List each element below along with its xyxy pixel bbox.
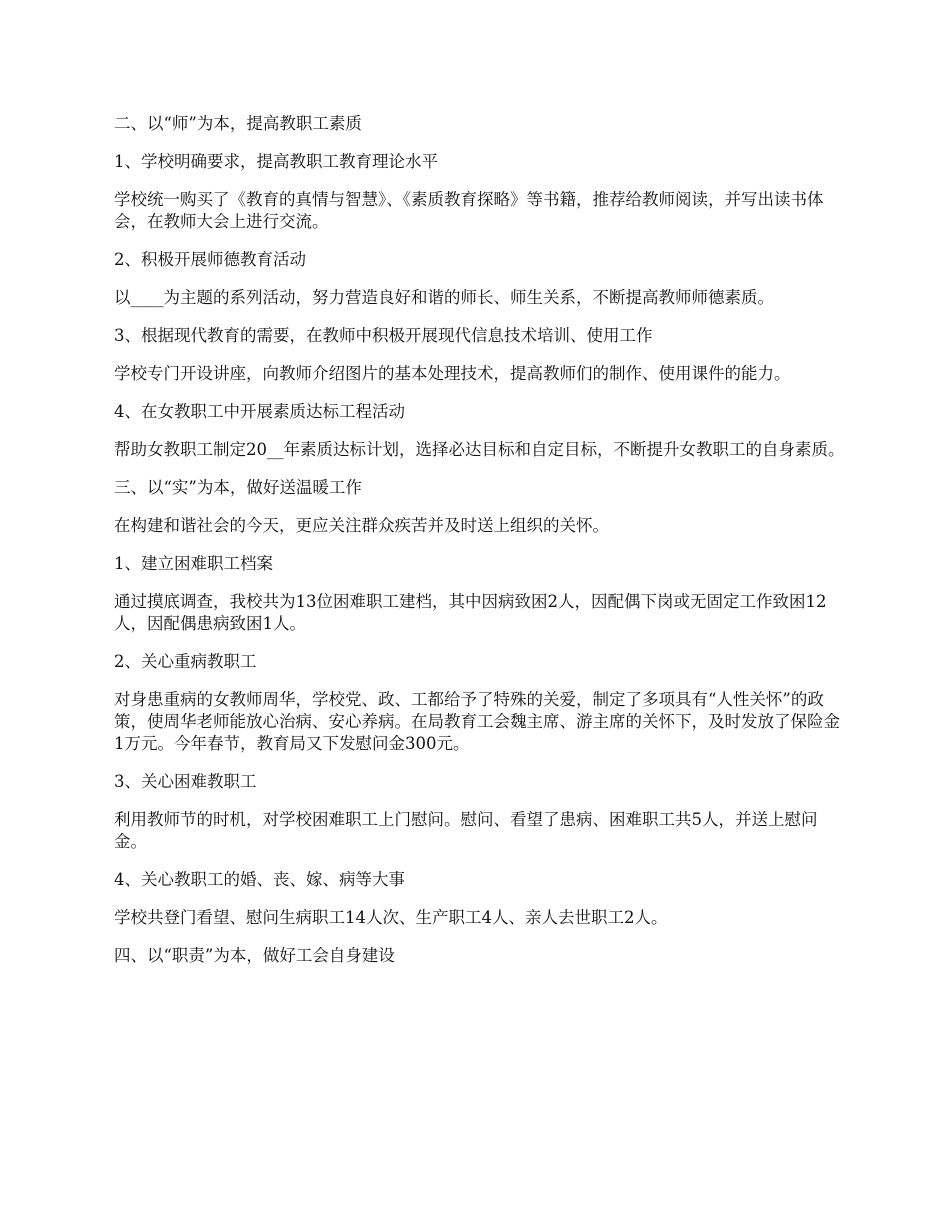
body-paragraph: 利用教师节的时机，对学校困难职工上门慰问。慰问、看望了患病、困难职工共5人，并送上慰问金。 (114, 810, 818, 851)
body-paragraph: 学校统一购买了《教育的真情与智慧》、《素质教育探略》等书籍，推荐给教师阅读，并写出读书体会，在教师大会上进行交流。 (114, 190, 824, 231)
document-body (114, 113, 849, 983)
section-heading-3: 三、以“实”为本，做好送温暖工作 (114, 478, 362, 497)
section-heading-2: 二、以“师”为本，提高教职工素质 (114, 114, 362, 133)
subheading-3-1: 1、建立困难职工档案 (114, 554, 273, 573)
subheading-2-3: 3、根据现代教育的需要，在教师中积极开展现代信息技术培训、使用工作 (114, 326, 653, 345)
subheading-2-2: 2、积极开展师德教育活动 (114, 250, 306, 269)
section-heading-4: 四、以“职责”为本，做好工会自身建设 (114, 946, 395, 965)
body-paragraph: 通过摸底调查，我校共为13位困难职工建档，其中因病致困2人，因配偶下岗或无固定工作致困12人，因配偶患病致困1人。 (114, 592, 827, 633)
subheading-3-2: 2、关心重病教职工 (114, 652, 257, 671)
subheading-3-4: 4、关心教职工的婚、丧、嫁、病等大事 (114, 870, 405, 889)
body-paragraph: 在构建和谐社会的今天，更应关注群众疾苦并及时送上组织的关怀。 (114, 516, 609, 535)
body-paragraph: 帮助女教职工制定20__年素质达标计划，选择必达目标和自定目标，不断提升女教职工的自身素质。 (114, 440, 845, 459)
body-paragraph: 对身患重病的女教师周华，学校党、政、工都给予了特殊的关爱，制定了多项具有“人性关怀”的政策，使周华老师能放心治病、安心养病。在局教育工会魏主席、游主席的关怀下，及时发放了保险金1万元。今年春节，教育局又下发慰问金300元。 (114, 690, 840, 753)
body-paragraph: 学校专门开设讲座，向教师介绍图片的基本处理技术，提高教师们的制作、使用课件的能力。 (114, 364, 791, 383)
subheading-3-3: 3、关心困难教职工 (114, 772, 257, 791)
subheading-2-4: 4、在女教职工中开展素质达标工程活动 (114, 402, 405, 421)
subheading-2-1: 1、学校明确要求，提高教职工教育理论水平 (114, 152, 438, 171)
body-paragraph: 以____为主题的系列活动，努力营造良好和谐的师长、师生关系，不断提高教师师德素质。 (114, 288, 774, 307)
body-paragraph: 学校共登门看望、慰问生病职工14人次、生产职工4人、亲人去世职工2人。 (114, 908, 668, 927)
